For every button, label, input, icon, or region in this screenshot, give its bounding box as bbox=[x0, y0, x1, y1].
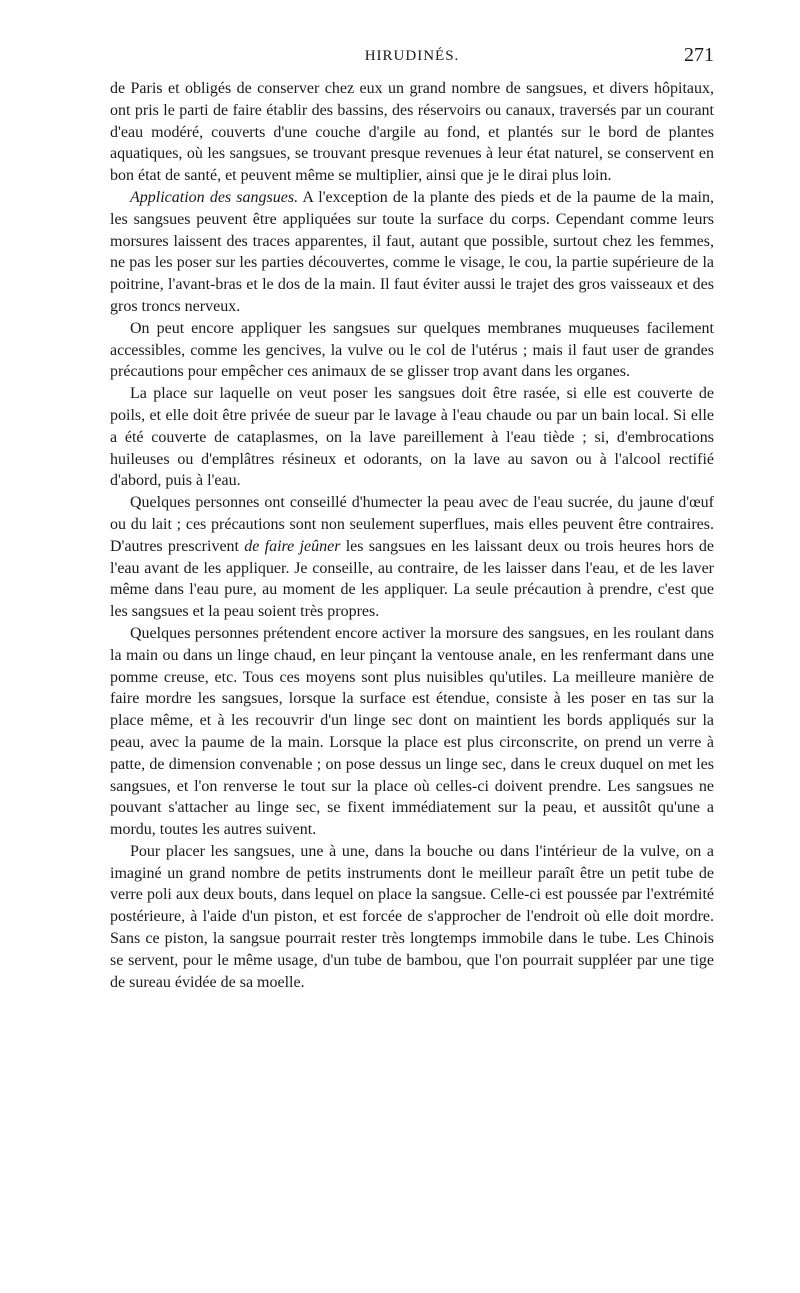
paragraph-text: A l'exception de la plante des pieds et de la paume de la main, les sangsues peuvent être appliquées sur toute la surface du corps. Cependant comme leurs morsures laissent des traces apparentes, il faut, autant que possible, surtout chez les femmes, ne pas les poser sur les parties découvertes, comme le visage, le cou, la partie supérieure de la poitrine, l'avant-bras et le dos de la main. Il faut éviter aussi le trajet des gros vaisseaux et des gros troncs nerveux. bbox=[110, 188, 715, 315]
paragraph-text: Quelques personnes prétendent encore activer la morsure des sangsues, en les roulant dans la main ou dans un linge chaud, en leur pinçant la ventouse anale, en les renfermant dans une pomme creuse, etc. Tous ces moyens sont plus nuisibles qu'utiles. La meilleure manière de faire mordre les sangsues, lorsque la surface est étendue, consiste à les poser en tas sur la place même, et à les recouvrir d'un linge sec dont on maintient les bords appliqués sur la peau, avec la paume de la main. Lorsque la place est plus circonscrite, on prend un verre à patte, de dimension convenable ; on pose dessus un linge sec, dans le creux duquel on met les sangsues, et l'on renverse le tout sur la place où celles-ci doivent prendre. Les sangsues ne pouvant s'attacher au linge sec, se fixent immédiatement sur la peau, et aussitôt qu'une a mordu, toutes les autres suivent. bbox=[110, 624, 714, 839]
paragraph-text: La place sur laquelle on veut poser les sangsues doit être rasée, si elle est couverte de poils, et elle doit être privée de sueur par le lavage à l'eau chaude ou par un bain local. Si elle a été couverte de cataplasmes, on la lave pareillement à l'eau tiède ; si, d'embrocations huileuses ou d'emplâtres résineux et odorants, on la lave au savon ou à l'alcool rectifié d'abord, puis à l'eau. bbox=[110, 385, 714, 490]
body-text bbox=[110, 78, 714, 993]
paragraph-text: Quelques personnes ont conseillé d'humecter la peau avec de l'eau sucrée, du jaune d'œuf ou du lait ; ces précautions sont non seulement superflues, mais elles peuvent être contraires. D'autres prescrivent bbox=[110, 494, 714, 555]
paragraph bbox=[110, 383, 714, 492]
paragraph-text: les sangsues en les laissant deux ou trois heures hors de l'eau avant de les appliquer. Je conseille, au contraire, de les laisser dans l'eau, et de les laver même dans l'eau pure, au moment de les appliquer. La seule précaution à prendre, c'est que les sangsues et la peau soient très propres. bbox=[110, 537, 715, 621]
page-number: 271 bbox=[684, 44, 714, 66]
paragraph-text: On peut encore appliquer les sangsues sur quelques membranes muqueuses facilement accessibles, comme les gencives, la vulve ou le col de l'utérus ; mais il faut user de grandes précautions pour empêcher ces animaux de se glisser trop avant dans les organes. bbox=[110, 319, 714, 381]
paragraph bbox=[110, 78, 714, 187]
paragraph bbox=[110, 318, 714, 383]
running-head bbox=[110, 44, 714, 78]
book-page bbox=[110, 44, 714, 993]
paragraph bbox=[110, 623, 714, 841]
paragraph-text: Pour placer les sangsues, une à une, dans la bouche ou dans l'intérieur de la vulve, on a imaginé un grand nombre de petits instruments dont le meilleur paraît être un petit tube de verre poli aux deux bouts, dans lequel on place la sangsue. Celle-ci est poussée par l'extrémité postérieure, à l'aide d'un piston, et est forcée de s'approcher de l'endroit où elle doit mordre. Sans ce piston, la sangsue pourrait rester très longtemps immobile dans le tube. Les Chinois se servent, pour le même usage, d'un tube de bambou, que l'on pourrait suppléer par une tige de sureau évidée de sa moelle. bbox=[110, 842, 714, 991]
paragraph bbox=[110, 187, 714, 318]
italic-text: de faire jeûner bbox=[244, 537, 341, 555]
italic-text: Application des sangsues. bbox=[130, 188, 299, 206]
paragraph bbox=[110, 492, 714, 623]
paragraph-text: de Paris et obligés de conserver chez eux un grand nombre de sangsues, et divers hôpitaux, ont pris le parti de faire établir des bassins, des réservoirs ou canaux, traversés par un courant d'eau modéré, couverts d'une couche d'argile au fond, et plantés sur le bord de plantes aquatiques, où les sangsues, se trouvant presque revenues à leur état naturel, se conservent en bon état de santé, et peuvent même se multiplier, ainsi que je le dirai plus loin. bbox=[110, 80, 714, 185]
running-title: HIRUDINÉS. bbox=[364, 48, 460, 64]
paragraph bbox=[110, 841, 714, 994]
